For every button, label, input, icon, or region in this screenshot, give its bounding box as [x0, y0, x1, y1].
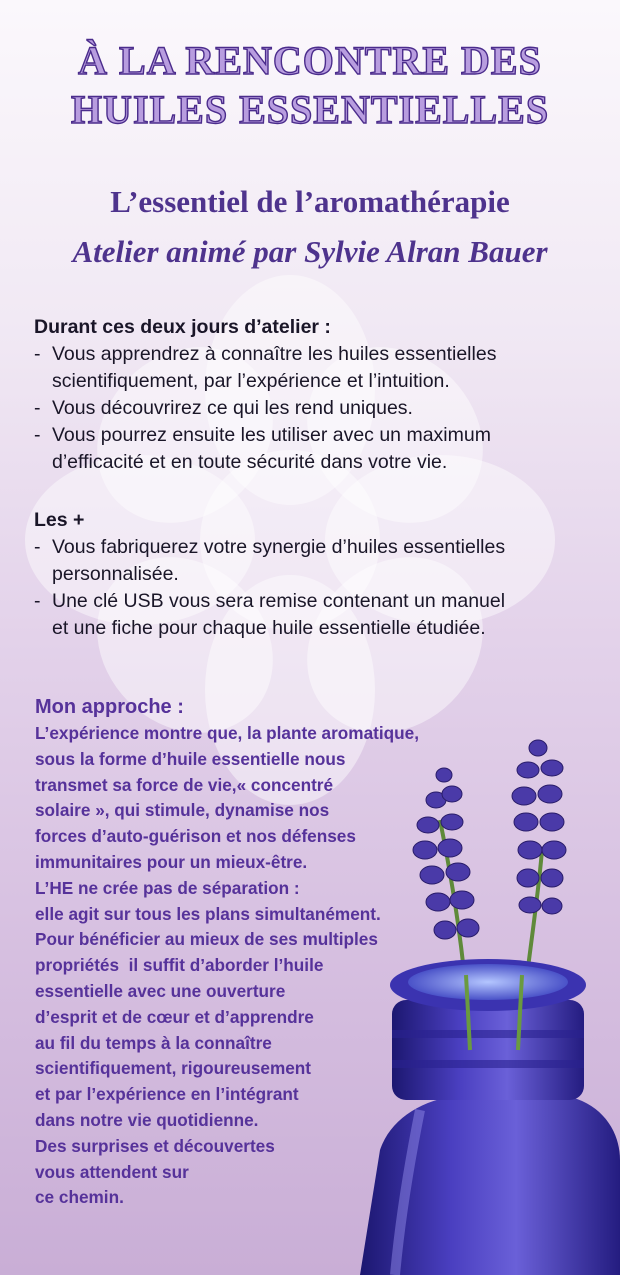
list-item: - Vous fabriquerez votre synergie d’huiles essentielles personnalisée. [34, 534, 594, 588]
approach-line: transmet sa force de vie,« concentré [35, 774, 334, 795]
approach-text [35, 721, 475, 1211]
list-item: - Vous apprendrez à connaître les huiles essentielles scientifiquement, par l’expérience et l’intuition. [34, 341, 594, 395]
approach-line: au fil du temps à la connaître [35, 1032, 272, 1053]
approach-line: immunitaires pour un mieux-être. [35, 851, 308, 872]
approach-line: L’HE ne crée pas de séparation : [35, 877, 300, 898]
approach-line: et par l’expérience en l’intégrant [35, 1084, 299, 1105]
approach-heading: Mon approche : [35, 696, 184, 718]
approach-line: elle agit sur tous les plans simultanément. [35, 903, 381, 924]
approach-line: sous la forme d’huile essentielle nous [35, 748, 346, 769]
approach-line: scientifiquement, rigoureusement [35, 1058, 312, 1079]
approach-line: Pour bénéficier au mieux de ses multiples [35, 929, 378, 950]
title-line-2: HUILES ESSENTIELLES [70, 87, 550, 132]
approach-line: propriétés il suffit d’aborder l’huile [35, 955, 324, 976]
facilitator-line: Atelier animé par Sylvie Alran Bauer [72, 234, 548, 269]
extras-list [34, 534, 594, 642]
workshop-list [34, 341, 594, 476]
approach-line: essentielle avec une ouverture [35, 980, 286, 1001]
list-item: - Vous découvrirez ce qui les rend uniques. [34, 395, 594, 422]
subtitle: L’essentiel de l’aromathérapie [110, 184, 510, 219]
workshop-section [34, 314, 594, 476]
extras-section [34, 507, 594, 642]
approach-line: solaire », qui stimule, dynamise nos [35, 800, 330, 821]
title-line-1: À LA RENCONTRE DES [78, 38, 542, 83]
approach-line: forces d’auto-guérison et nos défenses [35, 826, 356, 847]
approach-section [35, 694, 475, 1211]
approach-line: vous attendent sur [35, 1161, 189, 1182]
approach-line: Des surprises et découvertes [35, 1135, 275, 1156]
approach-line: L’expérience montre que, la plante aromatique, [35, 723, 419, 743]
approach-line: d’esprit et de cœur et d’apprendre [35, 1006, 314, 1027]
extras-heading: Les + [34, 509, 85, 531]
workshop-heading: Durant ces deux jours d’atelier : [34, 316, 331, 338]
approach-line: ce chemin. [35, 1187, 124, 1208]
list-item: - Vous pourrez ensuite les utiliser avec un maximum d’efficacité et en toute sécurité dans votre vie. [34, 422, 594, 476]
list-item: - Une clé USB vous sera remise contenant un manuel et une fiche pour chaque huile essentielle étudiée. [34, 588, 594, 642]
approach-line: dans notre vie quotidienne. [35, 1109, 259, 1130]
